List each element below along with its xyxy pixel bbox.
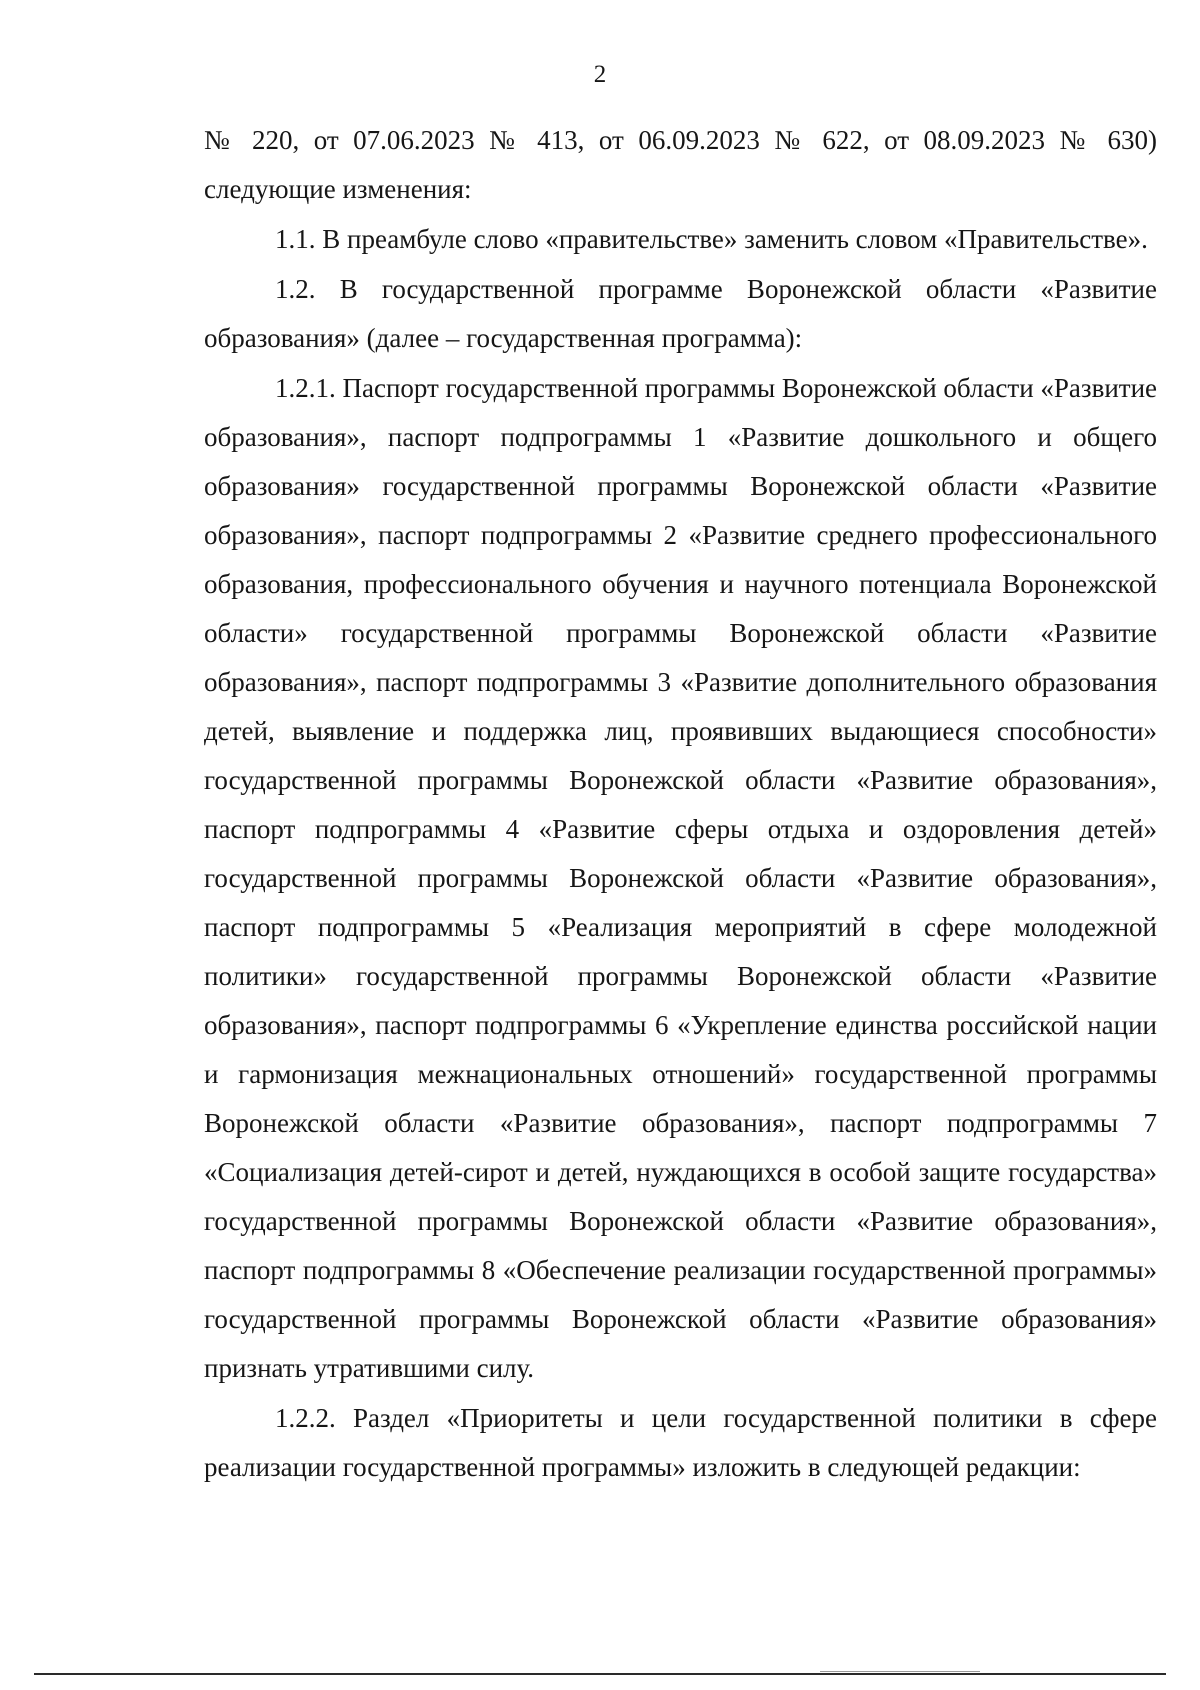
- paragraph-1-1: 1.1. В преамбуле слово «правительстве» заменить словом «Правительстве».: [275, 224, 1148, 254]
- bottom-scan-rule: [34, 1673, 1166, 1675]
- document-body: [204, 116, 1157, 1492]
- paragraph-1-2: 1.2. В государственной программе Воронежской области «Развитие образования» (далее – государственная программа):: [204, 274, 1157, 353]
- paragraph-1-2-2: 1.2.2. Раздел «Приоритеты и цели государственной политики в сфере реализации государственной программы» изложить в следующей редакции:: [204, 1403, 1157, 1482]
- bottom-scan-rule-faint: [820, 1671, 980, 1672]
- page-number: 2: [593, 61, 607, 88]
- paragraph-amendments-intro: № 220, от 07.06.2023 № 413, от 06.09.2023 № 622, от 08.09.2023 № 630) следующие изменения:: [204, 125, 1157, 204]
- paragraph-1-2-1: 1.2.1. Паспорт государственной программы Воронежской области «Развитие образования», паспорт подпрограммы 1 «Развитие дошкольного и общего образования» государственной программы Воронежской области «Развитие образования», паспорт подпрограммы 2 «Развитие среднего профессионального образования, профессионального обучения и научного потенциала Воронежской области» государственной программы Воронежской области «Развитие образования», паспорт подпрограммы 3 «Развитие дополнительного образования детей, выявление и поддержка лиц, проявивших выдающиеся способности» государственной программы Воронежской области «Развитие образования», паспорт подпрограммы 4 «Развитие сферы отдыха и оздоровления детей» государственной программы Воронежской области «Развитие образования», паспорт подпрограммы 5 «Реализация мероприятий в сфере молодежной политики» государственной программы Воронежской области «Развитие образования», паспорт подпрограммы 6 «Укрепление единства российской нации и гармонизация межнациональных отношений» государственной программы Воронежской области «Развитие образования», паспорт подпрограммы 7 «Социализация детей-сирот и детей, нуждающихся в особой защите государства» государственной программы Воронежской области «Развитие образования», паспорт подпрограммы 8 «Обеспечение реализации государственной программы» государственной программы Воронежской области «Развитие образования» признать утратившими силу.: [204, 373, 1157, 1383]
